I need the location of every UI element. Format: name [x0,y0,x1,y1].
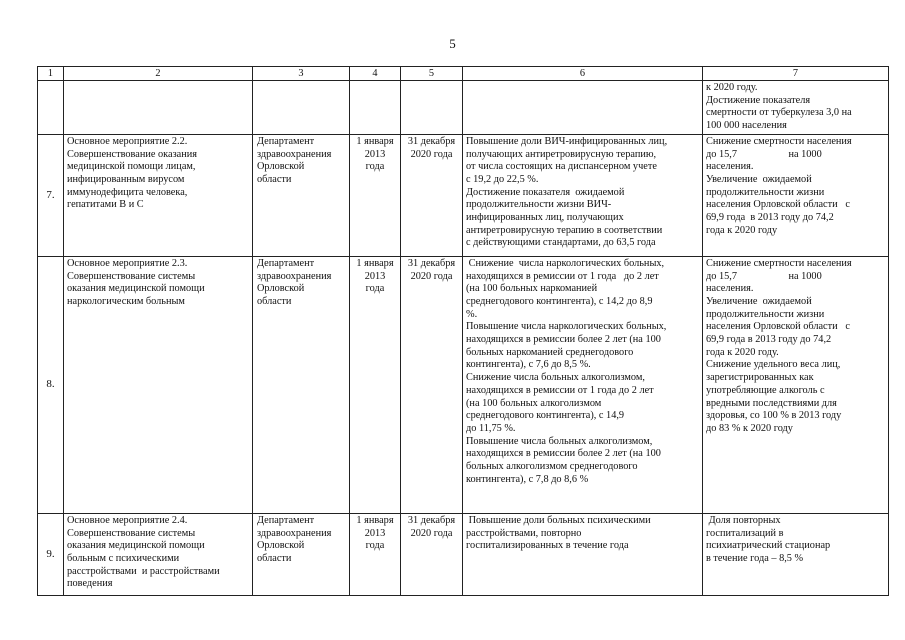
cell-line: года [365,283,385,295]
cell-line: 1 января [356,257,394,269]
header-cell: 7 [703,67,889,81]
cell-line: 31 декабря [407,135,456,147]
cell-line: 100 000 населения [706,120,787,132]
cell-line: контингента), с 7,8 до 8,6 % [466,473,589,485]
cell-c6 [463,81,703,135]
cell-c4 [350,513,401,595]
cell-line: Увеличение ожидаемой [706,173,812,185]
cell-c3 [253,81,350,135]
cell-line: здравоохранения [257,270,332,282]
cell-c6 [463,513,703,595]
table-row [38,134,889,256]
cell-c3 [253,134,350,256]
cell-line: %. [466,308,478,320]
cell-line: Основное мероприятие 2.3. [67,257,188,269]
row-number: 9. [38,513,64,595]
cell-line: среднегодового контингента), с 14,9 [466,410,625,422]
cell-line: вредными последствиями для [706,397,837,409]
cell-c7 [703,134,889,256]
cell-line: здравоохранения [257,148,332,160]
cell-line: продолжительности жизни [706,186,825,198]
cell-line: продолжительности жизни ВИЧ- [466,199,612,211]
cell-line: года к 2020 году. [706,346,779,358]
cell-c2 [64,134,253,256]
cell-c4 [350,256,401,513]
header-cell: 3 [253,67,350,81]
cell-line: с действующими стандартами, до 63,5 года [466,237,656,249]
cell-line: в течение года – 8,5 % [706,552,804,564]
cell-line: Орловской [257,540,305,552]
cell-line: зарегистрированных как [706,372,814,384]
cell-line: Достижение показателя [706,94,811,106]
cell-line: находящихся в ремиссии от 1 года до 2 лет [466,384,654,396]
cell-line: употребляющие алкоголь с [706,384,825,396]
header-cell: 2 [64,67,253,81]
cell-line: населения. [706,161,754,173]
table-row [38,513,889,595]
cell-c5 [401,134,463,256]
cell-c6 [463,134,703,256]
cell-line: Повышение числа наркологических больных, [466,321,667,333]
cell-c5 [401,81,463,135]
cell-c4 [350,134,401,256]
cell-c2 [64,81,253,135]
cell-line: с 19,2 до 22,5 %. [466,173,539,185]
cell-line: Доля повторных [706,514,781,526]
table-row [38,256,889,513]
cell-line: больных наркоманией среднегодового [466,346,634,358]
cell-line: 1 января [356,135,394,147]
cell-line: 2013 [364,527,386,539]
cell-line: до 15,7 на 1000 [706,148,822,160]
cell-line: года [365,161,385,173]
cell-c3 [253,513,350,595]
cell-line: иммунодефицита человека, [67,186,188,198]
cell-line: 69,9 года в 2013 году до 74,2 [706,334,832,346]
row-number: 8. [38,256,64,513]
cell-line: 31 декабря [407,514,456,526]
cell-line: Совершенствование оказания [67,148,197,160]
cell-line: больным с психическими [67,552,180,564]
cell-line: здравоохранения [257,527,332,539]
cell-c2 [64,513,253,595]
cell-line: оказания медицинской помощи [67,540,205,552]
cell-line: Достижение показателя ожидаемой [466,186,625,198]
cell-line: к 2020 году. [706,82,758,93]
row-number: 7. [38,134,64,256]
cell-line: Увеличение ожидаемой [706,295,812,307]
cell-line: (на 100 больных наркоманией [466,283,598,295]
cell-line: госпитализированных в течение года [466,540,629,552]
row-number [38,81,64,135]
cell-c4 [350,81,401,135]
cell-line: населения. [706,283,754,295]
cell-line: до 15,7 на 1000 [706,270,822,282]
cell-line: Снижение смертности населения [706,135,852,147]
cell-line: медицинской помощи лицам, [67,161,196,173]
table-row [38,81,889,135]
cell-c7 [703,81,889,135]
cell-line: находящихся в ремиссии более 2 лет (на 100 [466,334,661,346]
cell-line: Повышение доли ВИЧ-инфицированных лиц, [466,135,668,147]
cell-line: (на 100 больных алкоголизмом [466,397,602,409]
cell-line: здоровья, со 100 % в 2013 году [706,410,842,422]
cell-c6 [463,256,703,513]
cell-line: получающих антиретровирусную терапию, [466,148,657,160]
cell-line: до 11,75 %. [466,422,516,434]
page-number: 5 [449,36,456,51]
cell-line: инфицированным вирусом [67,173,185,185]
cell-line: Совершенствование системы [67,270,196,282]
cell-line: продолжительности жизни [706,308,825,320]
cell-line: от числа состоящих на диспансерном учете [466,161,657,173]
cell-line: госпитализаций в [706,527,784,539]
cell-line: больных алкоголизмом среднегодового [466,461,638,473]
cell-line: поведения [67,578,113,590]
cell-line: наркологическим больным [67,295,185,307]
cell-line: 2020 года [410,270,453,282]
cell-line: Орловской [257,161,305,173]
cell-line: Орловской [257,283,305,295]
cell-line: инфицированных лиц, получающих [466,212,624,224]
cell-line: гепатитами В и С [67,199,144,211]
cell-line: 69,9 года в 2013 году до 74,2 [706,212,834,224]
cell-line: среднегодового контингента), с 14,2 до 8,9 [466,295,653,307]
cell-line: Департамент [257,257,315,269]
cell-line: 2020 года [410,527,453,539]
cell-c5 [401,256,463,513]
cell-line: Повышение доли больных психическими [466,514,651,526]
cell-line: области [257,552,292,564]
program-table [37,66,889,596]
cell-line: до 83 % к 2020 году [706,422,793,434]
header-cell: 6 [463,67,703,81]
cell-c7 [703,256,889,513]
cell-line: контингента), с 7,6 до 8,5 %. [466,359,591,371]
cell-line: оказания медицинской помощи [67,283,205,295]
cell-line: Повышение числа больных алкоголизмом, [466,435,653,447]
cell-line: года к 2020 году [706,224,778,236]
cell-line: Снижение числа наркологических больных, [466,257,665,269]
cell-line: населения Орловской области с [706,199,850,211]
cell-line: области [257,295,292,307]
cell-line: расстройствами и расстройствами [67,565,220,577]
header-cell: 1 [38,67,64,81]
cell-line: Департамент [257,514,315,526]
cell-line: 2013 [364,148,386,160]
header-cell: 5 [401,67,463,81]
cell-c5 [401,513,463,595]
cell-c7 [703,513,889,595]
cell-line: 1 января [356,514,394,526]
cell-line: расстройствами, повторно [466,527,582,539]
cell-c2 [64,256,253,513]
header-cell: 4 [350,67,401,81]
cell-line: Департамент [257,135,315,147]
cell-line: года [365,540,385,552]
cell-line: 31 декабря [407,257,456,269]
cell-line: смертности от туберкулеза 3,0 на [706,107,852,119]
cell-line: области [257,173,292,185]
header-row [38,67,889,81]
cell-line: Основное мероприятие 2.4. [67,514,188,526]
cell-line: Снижение числа больных алкоголизмом, [466,372,645,384]
cell-line: 2020 года [410,148,453,160]
cell-line: Основное мероприятие 2.2. [67,135,188,147]
cell-line: Снижение смертности населения [706,257,852,269]
cell-line: Совершенствование системы [67,527,196,539]
cell-line: антиретровирусную терапию в соответствии [466,224,663,236]
cell-line: психиатрический стационар [706,540,831,552]
cell-line: Снижение удельного веса лиц, [706,359,841,371]
cell-line: 2013 [364,270,386,282]
cell-c3 [253,256,350,513]
cell-line: находящихся в ремиссии более 2 лет (на 100 [466,448,661,460]
cell-line: населения Орловской области с [706,321,850,333]
cell-line: находящихся в ремиссии от 1 года до 2 лет [466,270,659,282]
